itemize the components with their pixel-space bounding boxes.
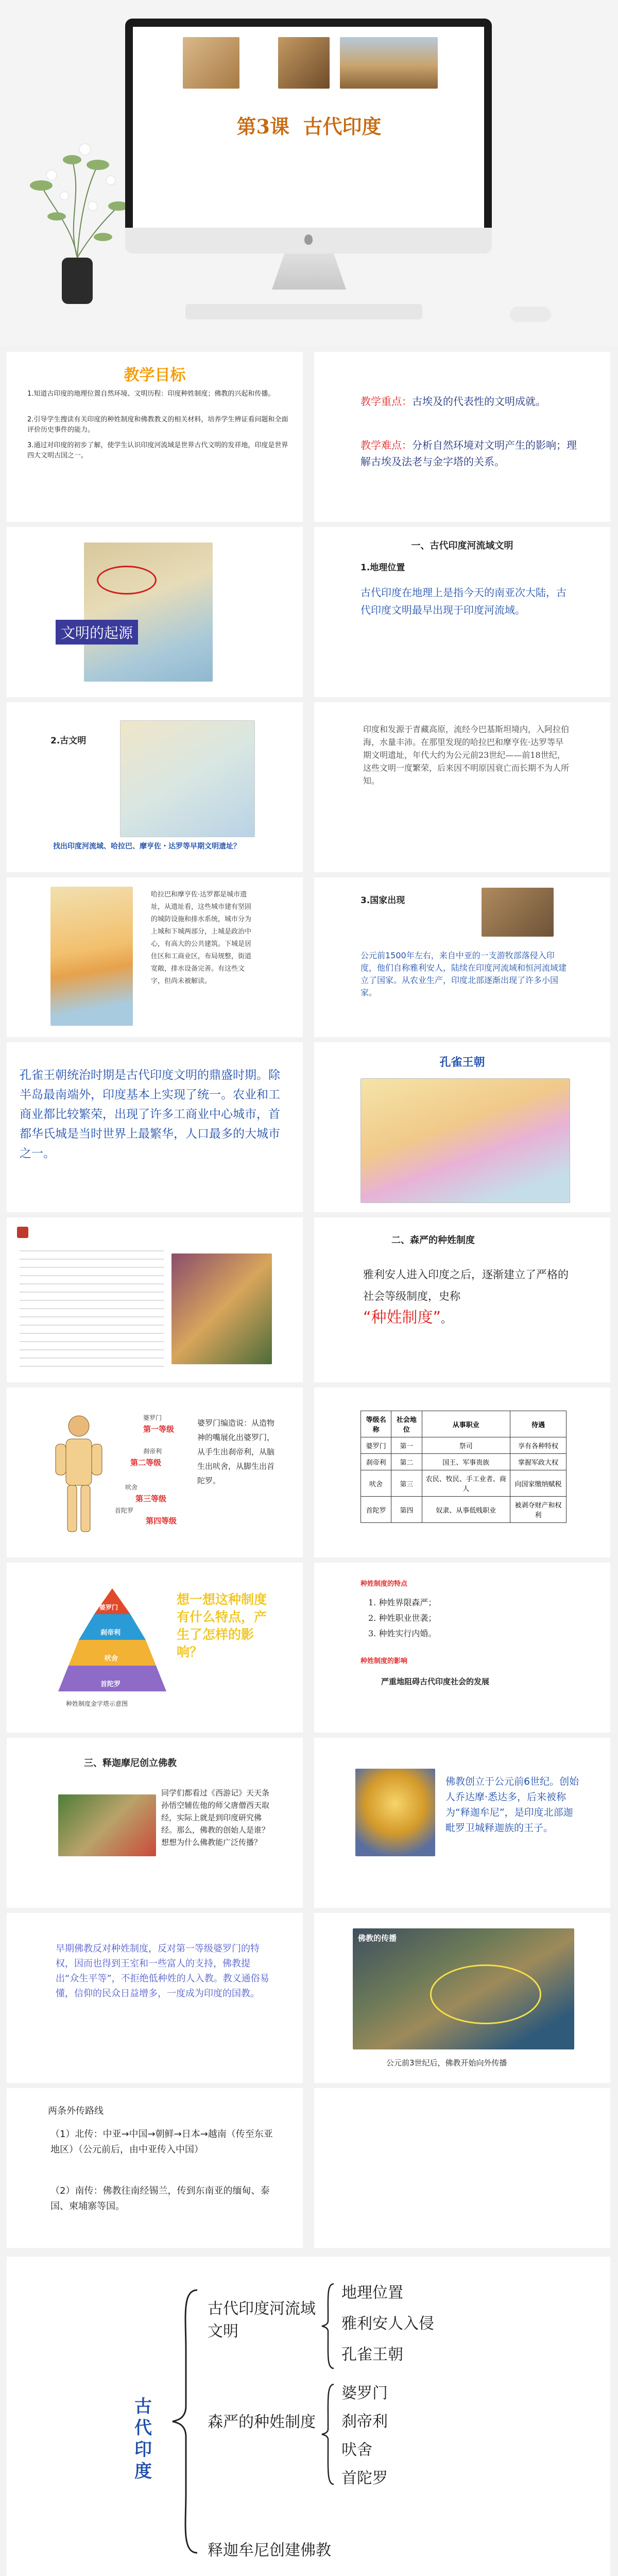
- branch-2-item: 刹帝利: [341, 2413, 388, 2431]
- table-row: [361, 1470, 566, 1497]
- section-heading: 二、森严的种姓制度: [391, 1235, 475, 1246]
- map-caption: 找出印度河流域、哈拉巴、摩亨佐・达罗等早期文明遗址？: [53, 842, 241, 851]
- pyramid-label: 首陀罗: [100, 1681, 121, 1688]
- table-header: 社会地位: [391, 1411, 422, 1437]
- slide-map-origin: [7, 527, 303, 697]
- table-header-row: [361, 1411, 566, 1437]
- pyramid-caption: 种姓制度金字塔示意图: [66, 1700, 128, 1707]
- features-title: 种姓制度的特点: [360, 1580, 408, 1588]
- routes-title: 两条外传路线: [48, 2106, 104, 2116]
- slide-maurya-text: [7, 1042, 303, 1212]
- maurya-map-image: [360, 1078, 570, 1203]
- caste-level-4: 第四等级: [146, 1516, 177, 1526]
- india-map-image: [84, 543, 213, 682]
- slide-routes: [7, 2088, 303, 2248]
- table-cell: 第三: [391, 1470, 422, 1497]
- indus-highlight: [97, 566, 157, 595]
- route-line: [430, 1964, 541, 2024]
- slide-caste-features: [314, 1563, 610, 1733]
- ruins-image: [340, 37, 438, 89]
- table-cell: 第四: [391, 1497, 422, 1523]
- journey-text: 同学们都看过《西游记》天天条孙悟空辅佐他的师父唐僧西天取经，实际上就是到印度研究佛经。那么，佛教的创始人是谁？想想为什么佛教能广泛传播？: [161, 1788, 270, 1847]
- table-cell: 第二: [391, 1454, 422, 1470]
- table-cell: 被剥夺财产和权利: [510, 1497, 566, 1523]
- slide-pyramid: [7, 1563, 303, 1733]
- keyboard: [185, 304, 422, 319]
- plant-illustration: [21, 103, 134, 309]
- slide-spread-right: [314, 1913, 610, 2083]
- journey-west-image: [58, 1794, 156, 1856]
- slide-buddhism-left: [7, 1738, 303, 1908]
- slide-caste-images: [7, 1217, 303, 1382]
- summary-root: 古代印度: [134, 2396, 152, 2482]
- think-question: 想一想这种制度有什么特点，产生了怎样的影响？: [177, 1592, 267, 1659]
- slide-state-emerge: [314, 877, 610, 1037]
- slide-caste-figure: [7, 1387, 303, 1557]
- difficult-point: 教学难点：分析自然环境对文明产生的影响；理解古埃及法老与金字塔的关系。: [360, 439, 577, 468]
- buddha-text: 佛教创立于公元前6世纪。创始人乔达摩·悉达多，后来被称为“释迦牟尼”，是印度北部迦毗罗卫城释迦族的王子。: [445, 1776, 579, 1834]
- summary-branch-2: 森严的种姓制度: [208, 2413, 316, 2431]
- main-brace: [171, 2287, 202, 2555]
- slide-goals-left: [7, 352, 303, 522]
- slide-summary: [7, 2257, 610, 2576]
- branch-2-item: 首陀罗: [341, 2469, 388, 2487]
- spread-map-image: [353, 1928, 574, 2049]
- table-cell: 向国家缴纳赋税: [510, 1470, 566, 1497]
- map-title: 佛教的传播: [358, 1934, 397, 1943]
- caste-name-4: 首陀罗: [115, 1507, 134, 1514]
- caste-level-2: 第二等级: [130, 1458, 162, 1467]
- slide-ancient-civ-left: [7, 702, 303, 872]
- goal-item: 3.通过对印度的初步了解，使学生认识印度河流域是世界古代文明的发祥地，印度是世界四大文明古国之一。: [27, 442, 288, 460]
- table-cell: 掌握军政大权: [510, 1454, 566, 1470]
- table-cell: 首陀罗: [361, 1497, 391, 1523]
- south-asia-map-image: [50, 887, 133, 1026]
- caste-level-3: 第三等级: [135, 1494, 167, 1503]
- vertical-text: 哈拉巴和摩亨佐·达罗都是城市遗址，从遗址看，这些城市建有坚固的城防设施和排水系统，城市分为上城和下城两部分，上城是政治中心，有高大的公共建筑。下城是居住区和工商业区，布局规整，街道宽敞，排水设备完善。有这些文字，但尚未被解读。: [151, 891, 252, 985]
- origin-label: 文明的起源: [56, 620, 138, 645]
- branch-1-brace: [321, 2282, 336, 2370]
- north-route: （1）北传：中亚→中国→朝鲜→日本→越南（传至东亚地区）（公元前后，由中亚传入中国）: [50, 2129, 273, 2155]
- key-point: 教学重点：古埃及的代表性的文明成就。: [360, 395, 546, 408]
- table-cell: 奴隶、从事低贱职业: [422, 1497, 510, 1523]
- caste-origin-text: 婆罗门编造说：从造物神的嘴展化出婆罗门，从手生出刹帝利，从脑生出吠舍，从脚生出首陀罗。: [197, 1418, 275, 1485]
- caste-table: [360, 1411, 566, 1523]
- caste-level-1: 第一等级: [143, 1425, 175, 1434]
- text-block-placeholder: [20, 1243, 164, 1372]
- table-cell: 农民、牧民、手工业者、商人: [422, 1470, 510, 1497]
- geo-text: 古代印度在地理上是指今天的南亚次大陆，古代印度文明最早出现于印度河流域。: [360, 586, 566, 616]
- apple-icon: [304, 234, 313, 245]
- pyramid-label: 婆罗门: [99, 1604, 118, 1611]
- table-cell: 吠舍: [361, 1470, 391, 1497]
- slide-caste-intro: [314, 1217, 610, 1382]
- state-text: 公元前1500年左右，来自中亚的一支游牧部落侵入印度，他们自称雅利安人，陆续在印度河流域和恒河流域建立了国家。从农业生产，印度北部逐渐出现了许多小国家。: [360, 951, 567, 997]
- slide-maurya-map: [314, 1042, 610, 1212]
- table-cell: 婆罗门: [361, 1437, 391, 1454]
- section-heading: 三、释迦摩尼创立佛教: [84, 1758, 177, 1769]
- branch-1-item: 孔雀王朝: [341, 2346, 403, 2364]
- summary-branch-3: 释迦牟尼创建佛教: [208, 2541, 331, 2560]
- civ-text: 印度和发源于青藏高原，流经今巴基斯坦境内，入阿拉伯海，水量丰沛。在那里发现的哈拉巴和摩亨佐·达罗等早期文明遗址，年代大约为公元前23世纪——前18世纪，这些文明一度繁荣，后来因不明原因衰亡而长期不为人所知。: [363, 724, 570, 786]
- slide-geo-location: [314, 527, 610, 697]
- branch-1-item: 雅利安人入侵: [341, 2315, 434, 2333]
- sub-heading: 2.古文明: [50, 736, 87, 746]
- table-header: 待遇: [510, 1411, 566, 1437]
- buddha-image: [355, 1769, 435, 1856]
- caste-name-1: 婆罗门: [143, 1414, 162, 1421]
- sub-heading: 3.国家出现: [360, 895, 405, 906]
- egypt-mural-image: [183, 37, 239, 89]
- table-cell: 祭司: [422, 1437, 510, 1454]
- slide-ancient-civ-right: [314, 702, 610, 872]
- cover-slide: [0, 0, 618, 346]
- relief-image: [482, 888, 554, 937]
- slide-buddhism-right: [314, 1738, 610, 1908]
- indus-map-image: [120, 720, 255, 837]
- table-cell: 刹帝利: [361, 1454, 391, 1470]
- branch-2-brace: [321, 2383, 336, 2486]
- caste-name-3: 吠舍: [125, 1484, 138, 1491]
- table-row: [361, 1497, 566, 1523]
- mouse: [510, 307, 551, 322]
- book-icon: [17, 1227, 28, 1238]
- caste-name-2: 刹帝利: [143, 1448, 162, 1455]
- south-route: （2）南传：佛教往南经锡兰，传到东南亚的缅甸、泰国、柬埔寨等国。: [50, 2185, 270, 2212]
- table-cell: 第一: [391, 1437, 422, 1454]
- branch-2-item: 婆罗门: [341, 2384, 388, 2402]
- slide-cities: [7, 877, 303, 1037]
- slide-blank: [314, 2088, 610, 2248]
- branch-2-item: 吠舍: [341, 2441, 372, 2459]
- caste-painting-image: [171, 1253, 272, 1364]
- feature-item: 2. 种姓职业世袭；: [368, 1613, 437, 1623]
- statue-image: [278, 37, 330, 89]
- impact-text: 严重地阻碍古代印度社会的发展: [381, 1677, 490, 1686]
- branch-1-item: 地理位置: [341, 2284, 403, 2302]
- caste-intro-text: 雅利安人进入印度之后，逐渐建立了严格的社会等级制度，史称 “种姓制度”。: [363, 1268, 569, 1327]
- monitor-stand: [268, 253, 350, 290]
- sub-heading: 1.地理位置: [360, 563, 405, 573]
- goals-heading: 教学目标: [124, 366, 186, 384]
- table-row: [361, 1437, 566, 1454]
- pyramid-label: 吠舍: [105, 1655, 118, 1663]
- table-cell: 国王、军事贵族: [422, 1454, 510, 1470]
- spread-caption: 公元前3世纪后，佛教开始向外传播: [386, 2058, 507, 2067]
- table-row: [361, 1454, 566, 1470]
- table-header: 从事职业: [422, 1411, 510, 1437]
- summary-branch-1: 古代印度河流域文明: [208, 2300, 316, 2341]
- deity-figure: [50, 1408, 107, 1542]
- feature-item: 1. 种姓界限森严；: [368, 1598, 437, 1607]
- slide-spread-left: [7, 1913, 303, 2083]
- slide-caste-table: [314, 1387, 610, 1557]
- goal-item: 1.知道古印度的地理位置自然环境、文明历程：印度种姓制度；佛教的兴起和传播。: [27, 390, 275, 398]
- spread-text: 早期佛教反对种姓制度，反对第一等级婆罗门的特权，因而也得到王室和一些富人的支持，佛教提出“众生平等”，不拒绝低种姓的人入教。教义通俗易懂，信仰的民众日益增多，一度成为印度的国教。: [56, 1943, 269, 1999]
- maurya-text: 孔雀王朝统治时期是古代印度文明的鼎盛时期。除半岛最南端外，印度基本上实现了统一。农业和工商业都比较繁荣，出现了许多工商业中心城市，首都华氏城是当时世界上最繁华，人口最多的大城市之一。: [20, 1069, 280, 1160]
- cover-title: 第3课 古代印度: [236, 115, 382, 138]
- table-cell: 享有各种特权: [510, 1437, 566, 1454]
- slide-goals-right: [314, 352, 610, 522]
- pyramid-label: 刹帝利: [100, 1629, 121, 1637]
- feature-item: 3. 种姓实行内婚。: [368, 1629, 437, 1638]
- table-header: 等级名称: [361, 1411, 391, 1437]
- map-title: 孔雀王朝: [439, 1056, 485, 1069]
- goal-item: 2.引导学生搜读有关印度的种姓制度和佛教教义的相关材料，培养学生辨证看问题和全面评价历史事件的能力。: [27, 416, 288, 434]
- section-heading: 一、古代印度河流域文明: [411, 540, 513, 551]
- impact-title: 种姓制度的影响: [360, 1657, 408, 1665]
